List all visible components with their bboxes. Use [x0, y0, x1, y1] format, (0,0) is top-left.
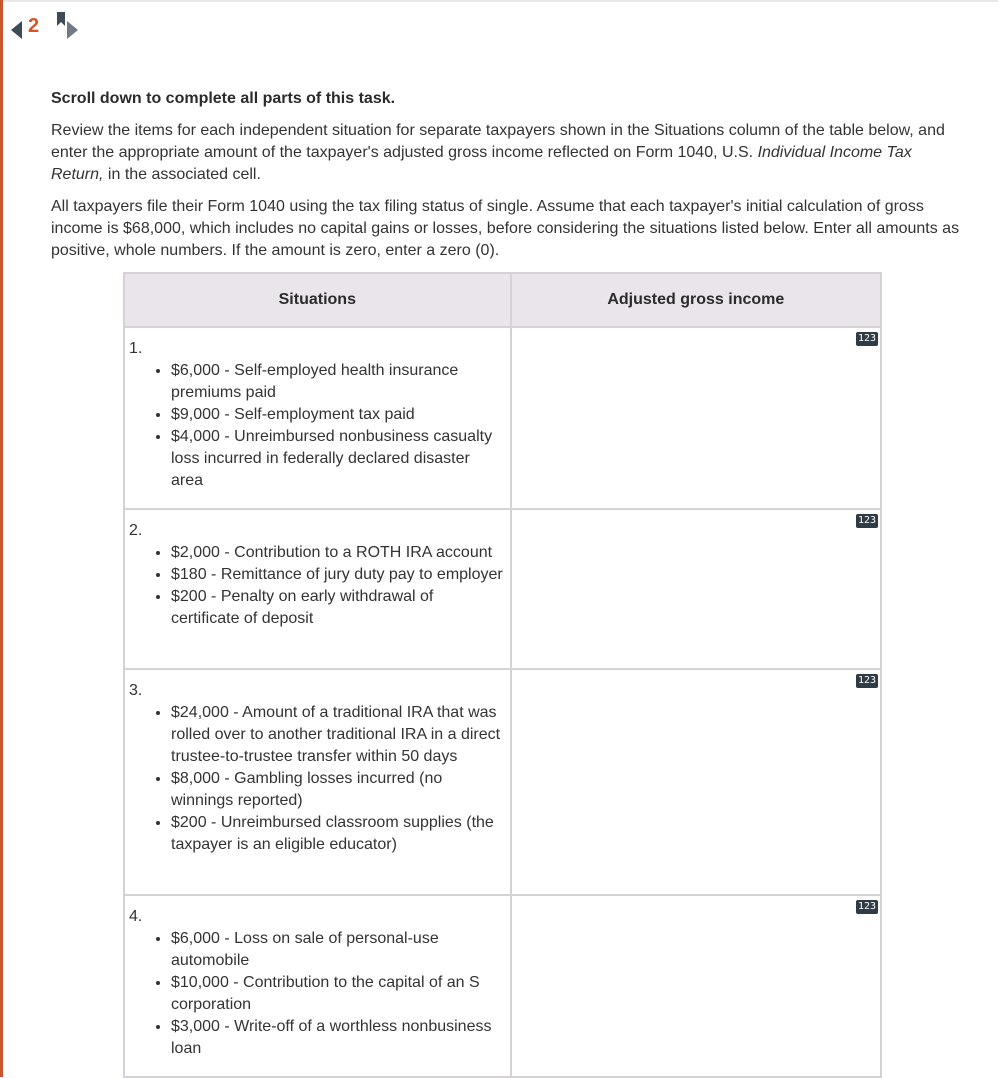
- table-row: [124, 895, 881, 1077]
- situation-item: • $4,000 - Unreimbursed nonbusiness casualty loss incurred in federally declared disaster area: [171, 426, 506, 492]
- left-accent-bar: [0, 0, 3, 1077]
- table-row: [124, 509, 881, 669]
- situation-number: 1.: [129, 340, 143, 357]
- situation-item: • $3,000 - Write-off of a worthless nonbusiness loan: [171, 1016, 506, 1060]
- situation-item: • $9,000 - Self-employment tax paid: [171, 404, 506, 426]
- situation-item: • $6,000 - Loss on sale of personal-use automobile: [171, 928, 506, 972]
- situation-cell-3: [124, 669, 511, 895]
- table-row: [124, 669, 881, 895]
- situation-cell-4: [124, 895, 511, 1077]
- situation-cell-2: [124, 509, 511, 669]
- situation-number: 2.: [129, 522, 143, 539]
- numeric-entry-badge-icon: 123: [857, 515, 876, 526]
- numeric-entry-badge-icon: 123: [857, 901, 876, 912]
- situation-items: [129, 928, 506, 1060]
- agi-input-cell-2[interactable]: [511, 509, 881, 669]
- top-border: [0, 0, 998, 2]
- instructions: [51, 88, 966, 272]
- situation-item: • $24,000 - Amount of a traditional IRA that was rolled over to another traditional IRA in a direct trustee-to-trustee transfer within 50 days: [171, 702, 506, 768]
- agi-input-cell-4[interactable]: [511, 895, 881, 1077]
- table-header-row: [124, 273, 881, 327]
- instruction-paragraph-1: Review the items for each independent situation for separate taxpayers shown in the Situations column of the table below, and enter the appropriate amount of the taxpayer's adjusted gross income reflected on Form 1040, U.S. Individual Income Tax Return, in the associated cell.: [51, 122, 945, 183]
- numeric-entry-badge-icon: 123: [857, 333, 876, 344]
- situation-item: • $2,000 - Contribution to a ROTH IRA account: [171, 542, 506, 564]
- situation-cell-1: [124, 327, 511, 509]
- situation-item: • $10,000 - Contribution to the capital of an S corporation: [171, 972, 506, 1016]
- situation-item: • $8,000 - Gambling losses incurred (no winnings reported): [171, 768, 506, 812]
- previous-question-arrow-icon[interactable]: [11, 21, 22, 39]
- situations-table: [123, 272, 882, 1078]
- situation-item: • $180 - Remittance of jury duty pay to employer: [171, 564, 506, 586]
- situation-number: 3.: [129, 682, 143, 699]
- situation-item: • $200 - Penalty on early withdrawal of certificate of deposit: [171, 586, 506, 630]
- next-question-arrow-icon[interactable]: [67, 21, 78, 39]
- situation-item: • $6,000 - Self-employed health insurance premiums paid: [171, 360, 506, 404]
- bookmark-flag-icon[interactable]: [57, 12, 65, 23]
- question-number: 2: [28, 15, 40, 37]
- numeric-entry-badge-icon: 123: [857, 675, 876, 686]
- column-header-situations: Situations: [124, 273, 511, 327]
- column-header-agi: Adjusted gross income: [511, 273, 881, 327]
- situation-items: [129, 702, 506, 856]
- situation-items: [129, 542, 506, 630]
- situation-item: • $200 - Unreimbursed classroom supplies (the taxpayer is an eligible educator): [171, 812, 506, 856]
- question-navigation: [11, 12, 91, 42]
- instruction-paragraph-2: All taxpayers file their Form 1040 using the tax filing status of single. Assume that each taxpayer's initial calculation of gross income is $68,000, which includes no capital gains or losses, before considering the situations listed below. Enter all amounts as positive, whole numbers. If the amount is zero, enter a zero (0).: [51, 198, 960, 259]
- situation-number: 4.: [129, 908, 143, 925]
- situation-items: [129, 360, 506, 492]
- agi-input-cell-3[interactable]: [511, 669, 881, 895]
- agi-input-cell-1[interactable]: [511, 327, 881, 509]
- table-row: [124, 327, 881, 509]
- scroll-instruction: Scroll down to complete all parts of this task.: [51, 90, 396, 107]
